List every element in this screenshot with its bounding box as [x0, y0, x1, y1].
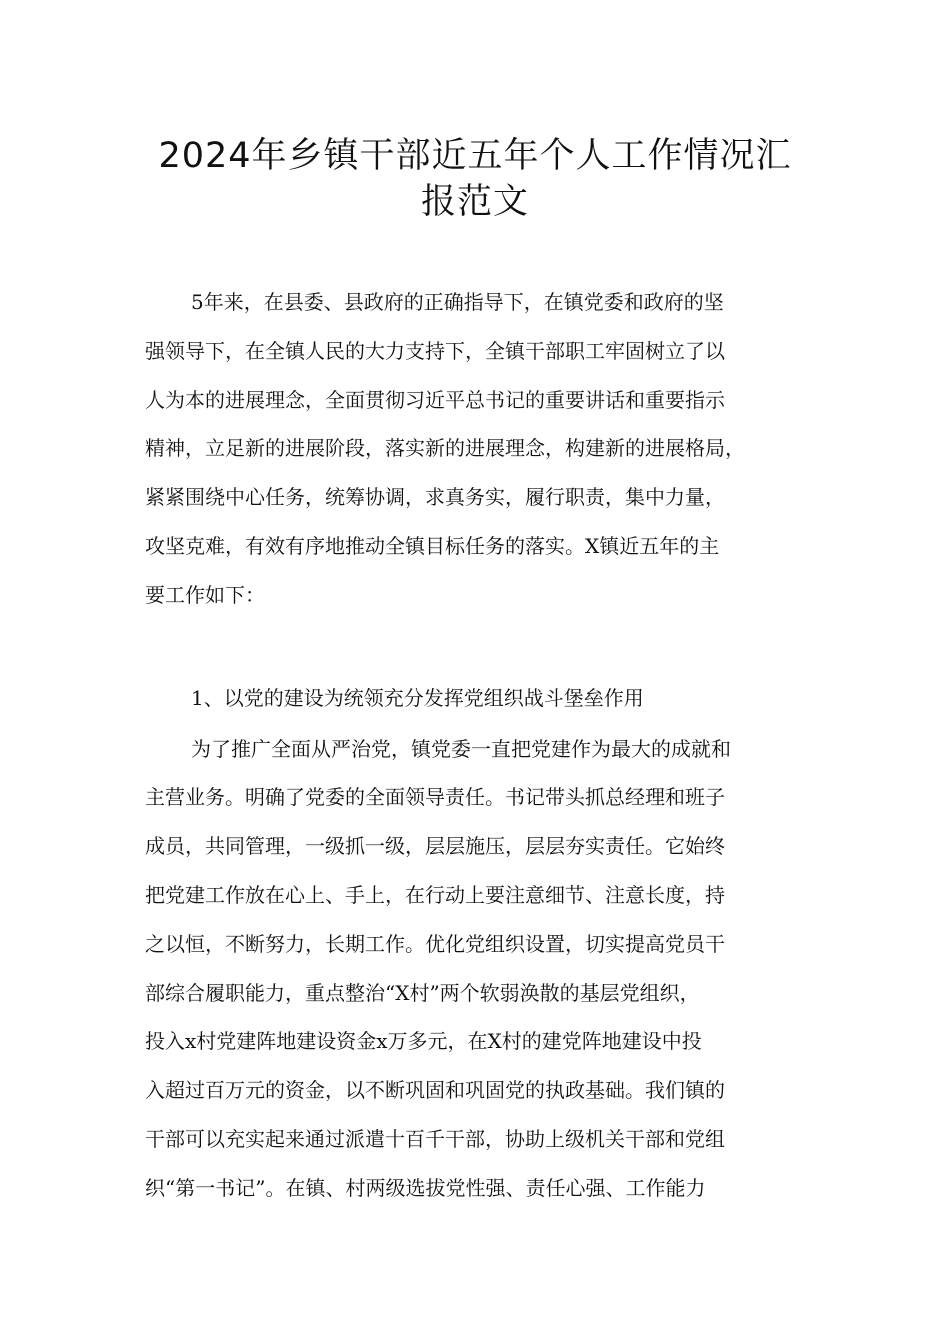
paragraph-line: 干部可以充实起来通过派遣十百千干部，协助上级机关干部和党组 — [145, 1126, 725, 1151]
paragraph-line: 成员，共同管理，一级抓一级，层层施压，层层夯实责任。它始终 — [145, 834, 725, 859]
paragraph-line: 投入x村党建阵地建设资金x万多元，在X村的建党阵地建设中投 — [145, 1029, 702, 1054]
section-heading: 1、以党的建设为统领充分发挥党组织战斗堡垒作用 — [191, 685, 644, 710]
paragraph-line: 把党建工作放在心上、手上，在行动上要注意细节、注意长度，持 — [145, 882, 725, 907]
paragraph-line: 强领导下，在全镇人民的大力支持下，全镇干部职工牢固树立了以 — [145, 338, 725, 363]
paragraph-line: 入超过百万元的资金，以不断巩固和巩固党的执政基础。我们镇的 — [145, 1078, 725, 1103]
document-title — [100, 133, 850, 225]
paragraph-line: 为了推广全面从严治党，镇党委一直把党建作为最大的成就和 — [191, 736, 731, 761]
paragraph-line: 织“第一书记”。在镇、村两级选拔党性强、责任心强、工作能力 — [145, 1175, 706, 1200]
title-line: 报范文 — [420, 182, 529, 222]
paragraph-line: 部综合履职能力，重点整治“X村”两个软弱涣散的基层党组织， — [145, 980, 700, 1005]
paragraph-line: 主营业务。明确了党委的全面领导责任。书记带头抓总经理和班子 — [145, 785, 725, 810]
paragraph-line: 之以恒，不断努力，长期工作。优化党组织设置，切实提高党员干 — [145, 931, 725, 956]
paragraph-line: 攻坚克难，有效有序地推动全镇目标任务的落实。X镇近五年的主 — [145, 533, 720, 558]
paragraph-line: 5年来，在县委、县政府的正确指导下，在镇党委和政府的坚 — [191, 290, 724, 314]
paragraph-line: 人为本的进展理念，全面贯彻习近平总书记的重要讲话和重要指示 — [145, 387, 725, 412]
title-line: 2024年乡镇干部近五年个人工作情况汇 — [158, 136, 792, 176]
paragraph-line: 紧紧围绕中心任务，统筹协调，求真务实，履行职责，集中力量， — [145, 485, 725, 510]
paragraph-gap — [145, 627, 825, 681]
document-body — [145, 285, 825, 1220]
paragraph-line: 要工作如下： — [145, 582, 265, 607]
paragraph-line: 精神，立足新的进展阶段，落实新的进展理念，构建新的进展格局， — [145, 436, 745, 461]
section-paragraph — [145, 732, 825, 1220]
intro-paragraph — [145, 285, 825, 627]
